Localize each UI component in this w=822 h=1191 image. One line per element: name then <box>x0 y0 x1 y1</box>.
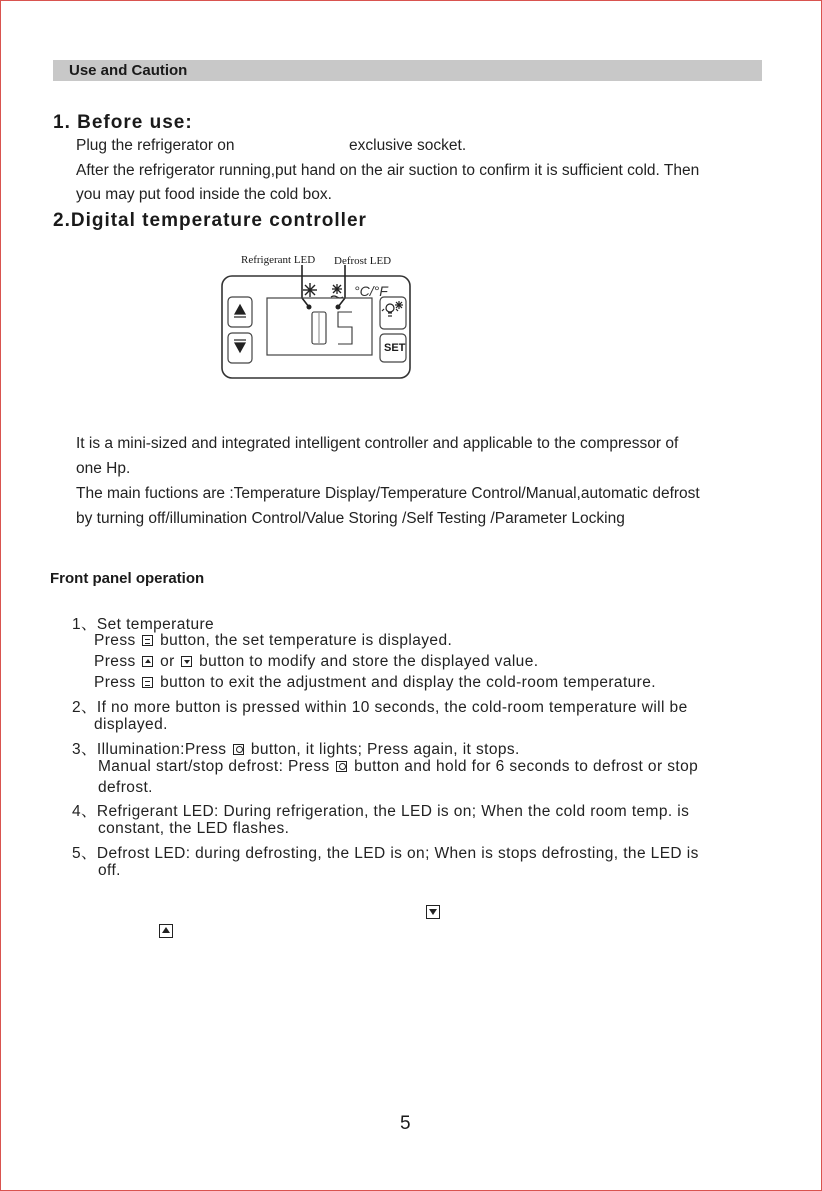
controller-desc-1: It is a mini-sized and integrated intelligent controller and applicable to the compressor of <box>76 435 679 452</box>
before-use-line1b: exclusive socket. <box>349 137 467 154</box>
defrost-led-callout <box>338 265 345 307</box>
item1-line-c <box>94 674 656 692</box>
before-use-heading: 1. Before use: <box>53 112 193 133</box>
item2-line1: 2、If no more button is pressed within 10 seconds, the cold-room temperature will be <box>72 699 688 716</box>
set-key-icon <box>142 635 153 646</box>
small-defrost-icon <box>395 301 403 309</box>
item3-b-text: Manual start/stop defrost: Press <box>98 758 330 775</box>
section-header-title: Use and Caution <box>69 62 188 79</box>
item1-b-rest: button to modify and store the displayed value. <box>199 653 539 670</box>
controller-svg <box>212 250 412 385</box>
item5-line1: 5、Defrost LED: during defrosting, the LED is on; When is stops defrosting, the LED is <box>72 845 699 862</box>
item1-a-press: Press <box>94 632 136 649</box>
controller-desc-4: by turning off/illumination Control/Value Storing /Self Testing /Parameter Locking <box>76 510 625 527</box>
item3-line-a <box>72 737 520 759</box>
bulb-key-icon <box>336 761 347 772</box>
item1-title: 1、Set temperature <box>72 616 215 633</box>
controller-diagram <box>212 250 412 385</box>
stray-down-arrow-icon <box>426 905 440 919</box>
item2-line2: displayed. <box>94 716 168 733</box>
item1-line-b <box>94 653 538 671</box>
up-key-icon <box>142 656 153 667</box>
item1-c-rest: button to exit the adjustment and display the cold-room temperature. <box>160 674 656 691</box>
item3-line-c: defrost. <box>98 779 153 796</box>
item3-a-text: 3、Illumination:Press <box>72 741 227 758</box>
up-arrow-icon <box>234 305 246 317</box>
seven-segment-digits <box>312 312 352 344</box>
set-key-icon <box>142 677 153 688</box>
temperature-unit-label: °C/°F <box>354 283 388 299</box>
display-value <box>212 250 213 251</box>
item1-c-press: Press <box>94 674 136 691</box>
item3-line-b <box>98 758 698 776</box>
item5-line2: off. <box>98 862 121 879</box>
refrigerant-led-dot <box>307 305 312 310</box>
display-window <box>267 298 372 355</box>
stray-up-arrow-icon <box>159 924 173 938</box>
bulb-key-icon <box>233 744 244 755</box>
item1-b-or: or <box>160 653 175 670</box>
controller-desc-2: one Hp. <box>76 460 131 477</box>
front-panel-heading: Front panel operation <box>50 570 205 587</box>
set-button-label: SET <box>384 342 406 354</box>
light-button <box>380 297 406 329</box>
before-use-line2: After the refrigerator running,put hand on the air suction to confirm it is sufficient cold. Then <box>76 162 700 179</box>
item1-b-press: Press <box>94 653 136 670</box>
item1-a-rest: button, the set temperature is displayed. <box>160 632 453 649</box>
bulb-icon <box>382 304 398 316</box>
defrost-led-dot <box>336 305 341 310</box>
item3-b-rest: button and hold for 6 seconds to defrost or stop <box>354 758 699 775</box>
before-use-line3: you may put food inside the cold box. <box>76 186 332 203</box>
item1-line-a <box>94 632 452 650</box>
item3-a-rest: button, it lights; Press again, it stops. <box>250 741 520 758</box>
controller-desc-3: The main fuctions are :Temperature Display/Temperature Control/Manual,automatic defrost <box>76 485 700 502</box>
down-arrow-icon <box>234 340 246 352</box>
before-use-line1a: Plug the refrigerator on <box>76 137 235 154</box>
section-header-bar <box>53 60 762 81</box>
controller-heading: 2.Digital temperature controller <box>53 210 367 231</box>
refrigerant-led-label: Refrigerant LED <box>241 254 316 266</box>
page-number: 5 <box>400 1113 411 1134</box>
defrost-icon <box>331 284 343 298</box>
item4-line1: 4、Refrigerant LED: During refrigeration, the LED is on; When the cold room temp. is <box>72 803 690 820</box>
snowflake-icon <box>303 283 317 297</box>
item4-line2: constant, the LED flashes. <box>98 820 290 837</box>
defrost-led-label: Defrost LED <box>334 255 392 267</box>
down-key-icon <box>181 656 192 667</box>
